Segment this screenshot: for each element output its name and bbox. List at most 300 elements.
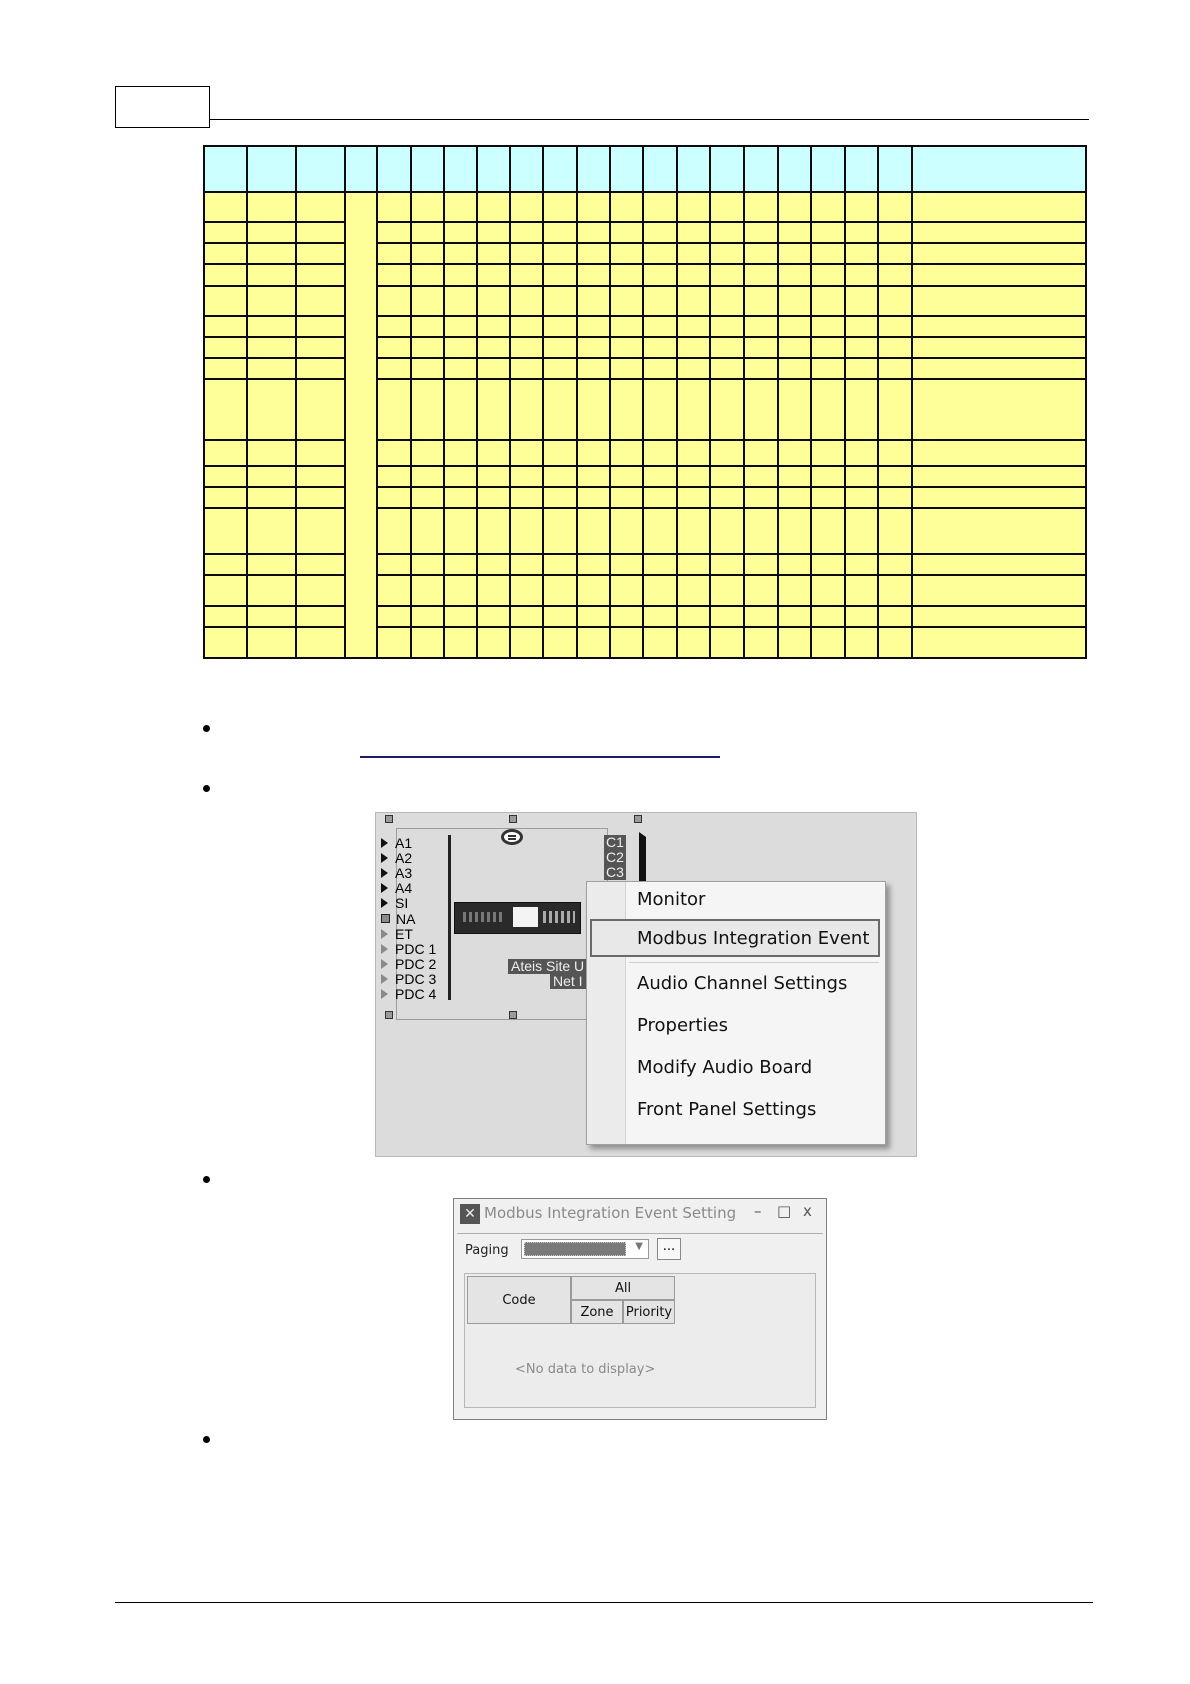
table-cell (247, 466, 296, 487)
table-cell (778, 264, 811, 285)
input-port[interactable] (381, 957, 436, 972)
table-cell (845, 337, 878, 358)
table-row (204, 243, 1086, 264)
input-port[interactable] (381, 911, 436, 926)
table-cell (296, 487, 346, 508)
table-cell (811, 627, 845, 658)
device-knob-icon (501, 829, 523, 845)
table-cell (247, 487, 296, 508)
table-cell (577, 508, 610, 553)
table-cell (543, 146, 577, 192)
table-cell (610, 358, 643, 379)
table-cell (204, 466, 247, 487)
table-cell (444, 146, 477, 192)
table-row (204, 466, 1086, 487)
table-cell (204, 243, 247, 264)
table-cell (247, 358, 296, 379)
table-cell (577, 466, 610, 487)
table-cell (204, 575, 247, 606)
table-cell (610, 337, 643, 358)
table-cell (878, 379, 912, 440)
table-cell (444, 508, 477, 553)
table-cell (411, 243, 444, 264)
table-cell (411, 606, 444, 627)
table-cell (543, 358, 577, 379)
table-cell (377, 146, 410, 192)
table-cell (811, 379, 845, 440)
table-cell (744, 575, 778, 606)
table-cell (510, 440, 543, 466)
table-cell (845, 379, 878, 440)
table-cell (247, 286, 296, 316)
table-cell (878, 440, 912, 466)
table-cell (778, 508, 811, 553)
table-cell (912, 316, 1086, 337)
table-cell (377, 466, 410, 487)
table-cell (811, 286, 845, 316)
table-cell (744, 222, 778, 243)
table-cell (643, 466, 677, 487)
table-cell (677, 554, 710, 575)
input-ports (381, 835, 436, 1002)
table-cell (610, 627, 643, 658)
table-cell (610, 222, 643, 243)
table-cell (744, 627, 778, 658)
table-cell (510, 286, 543, 316)
table-cell (296, 508, 346, 553)
input-port[interactable] (381, 896, 436, 911)
table-cell (778, 606, 811, 627)
table-cell (878, 286, 912, 316)
table-cell (296, 192, 346, 222)
table-cell (677, 440, 710, 466)
bullet-3 (203, 1176, 210, 1183)
table-cell (296, 358, 346, 379)
table-cell (610, 146, 643, 192)
table-cell (710, 379, 744, 440)
table-cell (204, 508, 247, 553)
table-cell (296, 554, 346, 575)
table-cell (510, 466, 543, 487)
header-rule (210, 119, 1089, 120)
table-cell (912, 575, 1086, 606)
table-cell (744, 264, 778, 285)
input-port[interactable] (381, 972, 436, 987)
table-cell (377, 337, 410, 358)
close-button[interactable]: x (803, 1202, 812, 1220)
table-cell (845, 358, 878, 379)
chevron-down-icon: ▼ (635, 1241, 643, 1252)
column-header-zone[interactable]: Zone (571, 1300, 623, 1324)
table-cell (377, 222, 410, 243)
table-cell (510, 575, 543, 606)
table-cell (912, 358, 1086, 379)
table-cell (204, 487, 247, 508)
table-cell (778, 575, 811, 606)
input-port[interactable] (381, 835, 436, 850)
table-cell (912, 627, 1086, 658)
table-cell (778, 487, 811, 508)
table-cell (643, 316, 677, 337)
resize-handle[interactable] (509, 815, 517, 823)
table-cell (510, 487, 543, 508)
resize-handle[interactable] (385, 815, 393, 823)
table-cell (744, 316, 778, 337)
table-cell (912, 554, 1086, 575)
table-cell (543, 508, 577, 553)
table-cell (444, 222, 477, 243)
table-cell (912, 508, 1086, 553)
table-cell (444, 286, 477, 316)
table-row (204, 222, 1086, 243)
menu-item-modbus-integration-event[interactable]: Modbus Integration Event (637, 928, 870, 949)
table-cell (845, 222, 878, 243)
table-cell (744, 379, 778, 440)
table-cell (610, 554, 643, 575)
table-cell (444, 264, 477, 285)
table-cell (204, 606, 247, 627)
table-cell (577, 627, 610, 658)
output-port-label: C3 (606, 864, 624, 880)
table-cell (643, 146, 677, 192)
table-cell (878, 554, 912, 575)
table-cell (411, 554, 444, 575)
table-cell (296, 316, 346, 337)
table-cell (610, 379, 643, 440)
table-cell (411, 379, 444, 440)
table-cell (377, 264, 410, 285)
table-cell (778, 627, 811, 658)
table-cell (577, 487, 610, 508)
table-cell (577, 243, 610, 264)
table-cell (710, 337, 744, 358)
table-cell (444, 379, 477, 440)
table-cell (710, 316, 744, 337)
table-row (204, 508, 1086, 553)
input-port[interactable] (381, 850, 436, 865)
table-cell (677, 508, 710, 553)
column-header-code[interactable]: Code (467, 1276, 571, 1324)
table-cell (878, 358, 912, 379)
resize-handle[interactable] (385, 1011, 393, 1019)
table-cell (377, 440, 410, 466)
table-cell (247, 243, 296, 264)
table-cell (778, 286, 811, 316)
table-cell (878, 316, 912, 337)
table-cell (510, 146, 543, 192)
table-cell (204, 358, 247, 379)
table-cell (477, 243, 510, 264)
table-row (204, 264, 1086, 285)
event-grid (464, 1273, 816, 1408)
table-cell (510, 337, 543, 358)
table-cell (845, 487, 878, 508)
table-cell (577, 554, 610, 575)
table-cell (577, 146, 610, 192)
menu-item-monitor[interactable]: Monitor (637, 889, 706, 910)
table-cell (345, 146, 377, 192)
table-cell (912, 264, 1086, 285)
maximize-button[interactable]: □ (777, 1202, 792, 1220)
input-port-label: PDC 2 (395, 956, 437, 973)
table-cell (710, 264, 744, 285)
input-port-label: PDC 1 (395, 940, 437, 957)
table-cell (411, 627, 444, 658)
table-cell (878, 575, 912, 606)
table-cell (477, 440, 510, 466)
table-cell (377, 487, 410, 508)
table-cell (296, 627, 346, 658)
table-cell (912, 337, 1086, 358)
input-port[interactable] (381, 881, 436, 896)
table-cell (577, 440, 610, 466)
paging-dropdown[interactable] (521, 1239, 649, 1259)
table-cell (710, 358, 744, 379)
table-cell (878, 146, 912, 192)
table-cell (610, 575, 643, 606)
menu-item-modify-audio-board[interactable]: Modify Audio Board (637, 1057, 813, 1078)
table-cell (878, 487, 912, 508)
table-cell (643, 286, 677, 316)
table-cell (912, 222, 1086, 243)
table-cell (878, 192, 912, 222)
table-cell (477, 264, 510, 285)
table-cell (377, 508, 410, 553)
table-cell (204, 379, 247, 440)
table-cell (477, 146, 510, 192)
table-cell (477, 627, 510, 658)
table-cell (710, 508, 744, 553)
table-cell (377, 606, 410, 627)
hyperlink[interactable] (360, 756, 720, 758)
input-port-label: ET (395, 925, 413, 942)
table-cell (710, 606, 744, 627)
table-cell (610, 606, 643, 627)
table-cell (778, 192, 811, 222)
table-cell (677, 243, 710, 264)
table-cell (912, 466, 1086, 487)
input-port-label: NA (396, 910, 416, 927)
table-cell (811, 243, 845, 264)
table-cell (543, 554, 577, 575)
table-cell (204, 192, 247, 222)
table-cell (444, 337, 477, 358)
table-cell (444, 575, 477, 606)
table-cell (643, 379, 677, 440)
table-cell (778, 466, 811, 487)
table-cell (710, 627, 744, 658)
table-cell (411, 316, 444, 337)
table-cell (710, 146, 744, 192)
table-cell (204, 627, 247, 658)
table-cell (543, 627, 577, 658)
table-cell (610, 264, 643, 285)
output-port-label: C1 (606, 834, 624, 850)
table-cell (543, 575, 577, 606)
table-cell (778, 222, 811, 243)
table-cell (811, 358, 845, 379)
table-cell (377, 575, 410, 606)
table-cell (411, 508, 444, 553)
table-cell (577, 337, 610, 358)
table-cell (710, 192, 744, 222)
modbus-dialog-screenshot (453, 1198, 827, 1420)
table-cell (510, 554, 543, 575)
table-cell (444, 487, 477, 508)
table-cell (543, 316, 577, 337)
table-cell (204, 264, 247, 285)
table-cell (577, 606, 610, 627)
table-cell (845, 440, 878, 466)
menu-item-properties[interactable]: Properties (637, 1015, 728, 1036)
browse-button[interactable]: ... (657, 1238, 681, 1260)
table-cell (845, 466, 878, 487)
table-row (204, 316, 1086, 337)
table-cell (744, 243, 778, 264)
table-cell (477, 192, 510, 222)
table-cell (543, 337, 577, 358)
table-cell (710, 440, 744, 466)
table-cell (510, 358, 543, 379)
device-name-label: Ateis Site U (508, 959, 587, 974)
table-cell (643, 554, 677, 575)
input-port[interactable] (381, 987, 436, 1002)
table-cell (912, 487, 1086, 508)
table-cell (643, 337, 677, 358)
table-cell (247, 440, 296, 466)
table-cell (878, 337, 912, 358)
table-cell (444, 440, 477, 466)
table-cell (643, 192, 677, 222)
table-cell (577, 379, 610, 440)
table-cell (247, 337, 296, 358)
table-cell (377, 554, 410, 575)
table-cell (677, 379, 710, 440)
column-header-priority[interactable]: Priority (623, 1300, 675, 1324)
table-cell (610, 286, 643, 316)
input-port[interactable] (381, 865, 436, 880)
table-cell (811, 337, 845, 358)
column-group-all[interactable]: All (571, 1276, 675, 1300)
input-port[interactable] (381, 926, 436, 941)
table-cell (845, 146, 878, 192)
table-cell (677, 358, 710, 379)
menu-separator (629, 962, 879, 963)
table-cell (677, 466, 710, 487)
table-cell (444, 243, 477, 264)
table-cell (444, 606, 477, 627)
bullet-1 (203, 725, 210, 732)
table-cell (778, 358, 811, 379)
menu-item-front-panel-settings[interactable]: Front Panel Settings (637, 1099, 817, 1120)
table-cell (411, 264, 444, 285)
table-cell (543, 192, 577, 222)
table-cell (204, 554, 247, 575)
table-cell (878, 606, 912, 627)
table-cell (247, 554, 296, 575)
table-cell (444, 554, 477, 575)
context-menu (586, 881, 886, 1145)
table-cell (411, 575, 444, 606)
input-port-label: A4 (395, 880, 413, 897)
table-cell (377, 192, 410, 222)
table-cell (811, 466, 845, 487)
table-cell (778, 337, 811, 358)
table-cell (377, 286, 410, 316)
table-cell (510, 316, 543, 337)
table-cell (744, 508, 778, 553)
table-cell (411, 337, 444, 358)
table-cell (778, 146, 811, 192)
table-cell (610, 243, 643, 264)
table-cell (643, 222, 677, 243)
table-cell (710, 554, 744, 575)
table-cell (477, 337, 510, 358)
table-cell (610, 487, 643, 508)
app-logo-icon: ✕ (460, 1204, 480, 1224)
table-cell (543, 466, 577, 487)
table-cell (477, 606, 510, 627)
table-cell (811, 440, 845, 466)
table-cell (510, 192, 543, 222)
table-cell (204, 286, 247, 316)
table-cell (247, 606, 296, 627)
minimize-button[interactable]: – (754, 1202, 762, 1220)
table-cell (204, 222, 247, 243)
table-cell (510, 606, 543, 627)
table-row (204, 575, 1086, 606)
table-cell (377, 627, 410, 658)
table-cell (247, 264, 296, 285)
input-port[interactable] (381, 941, 436, 956)
table-cell (411, 440, 444, 466)
resize-handle[interactable] (634, 815, 642, 823)
table-cell (377, 358, 410, 379)
table-cell (444, 192, 477, 222)
table-cell (912, 146, 1086, 192)
table-cell (296, 440, 346, 466)
table-cell (610, 508, 643, 553)
menu-item-audio-channel-settings[interactable]: Audio Channel Settings (637, 973, 848, 994)
table-cell (296, 379, 346, 440)
device-net-label: Net I (550, 974, 586, 989)
table-cell (444, 466, 477, 487)
table-cell (510, 627, 543, 658)
table-cell (577, 358, 610, 379)
table-row (204, 606, 1086, 627)
table-cell (247, 508, 296, 553)
table-cell (543, 379, 577, 440)
table-cell (643, 487, 677, 508)
table-cell (677, 286, 710, 316)
input-port-label: A1 (395, 834, 413, 851)
table-cell (912, 606, 1086, 627)
table-cell (477, 508, 510, 553)
table-cell (811, 575, 845, 606)
table-cell (710, 575, 744, 606)
table-cell (204, 337, 247, 358)
table-cell (477, 379, 510, 440)
table-cell (912, 379, 1086, 440)
table-cell (411, 222, 444, 243)
table-cell (744, 146, 778, 192)
device-front-panel-image (454, 902, 581, 934)
table-cell (411, 192, 444, 222)
table-cell (744, 337, 778, 358)
table-cell (477, 222, 510, 243)
table-cell (510, 508, 543, 553)
table-cell (744, 606, 778, 627)
